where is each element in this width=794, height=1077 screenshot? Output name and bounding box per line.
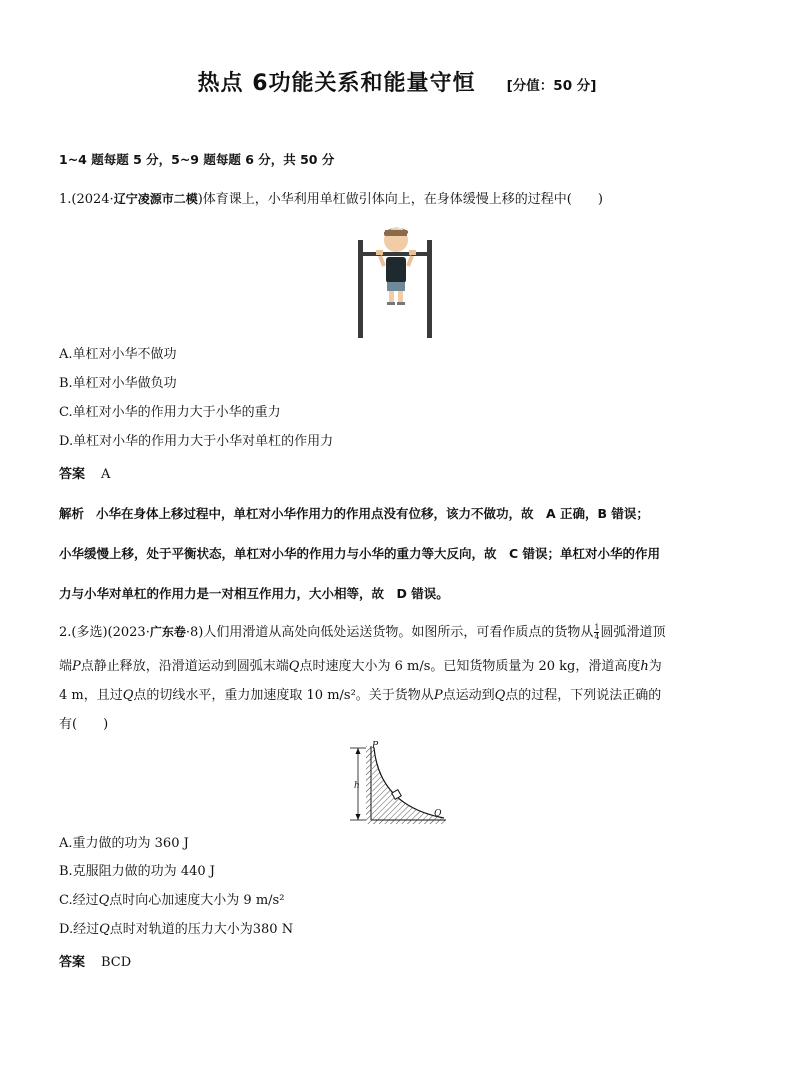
q2-stem-line-3: 4 m，且过Q点的切线水平，重力加速度取 10 m/s²。关于货物从P点运动到Q点的过程，下列说法正确的 [59, 688, 662, 703]
q2-answer-label: 答案 [59, 955, 86, 970]
q1-answer-value: A [101, 467, 111, 482]
q2-stem-line-2: 端P点静止释放，沿滑道运动到圆弧末端Q点时速度大小为 6 m/s。已知货物质量为 20 kg，滑道高度h为 [59, 659, 662, 674]
title-topic: 功能关系和能量守恒 [268, 71, 476, 96]
q2-option-b: B.克服阻力做的功为 440 J [59, 864, 215, 879]
q1-option-b: B.单杠对小华做负功 [59, 376, 177, 391]
title-score: [分值：50 分] [506, 78, 597, 94]
page-title [0, 66, 794, 97]
quarter-circle-slide-diagram [344, 740, 456, 826]
q1-analysis-line-1: 解析 小华在身体上移过程中，单杠对小华作用力的作用点没有位移，该力不做功，故 A 正确，B 错误； [59, 506, 649, 521]
q1-answer [59, 466, 110, 484]
label-h: h [354, 781, 360, 791]
q1-analysis-line-3: 力与小华对单杠的作用力是一对相互作用力，大小相等，故 D 错误。 [59, 586, 449, 601]
q2-answer [59, 954, 131, 972]
q2-option-d: D.经过Q点时对轨道的压力大小为380 N [59, 922, 294, 937]
title-topic-number: 热点 6 [197, 71, 269, 96]
q1-option-d: D.单杠对小华的作用力大于小华对单杠的作用力 [59, 434, 334, 449]
intro-scoring: 1~4 题每题 5 分，5~9 题每题 6 分，共 50 分 [59, 152, 335, 167]
q2-option-c: C.经过Q点时向心加速度大小为 9 m/s² [59, 893, 285, 908]
q1-option-c: C.单杠对小华的作用力大于小华的重力 [59, 405, 281, 420]
q1-analysis-line-2: 小华缓慢上移，处于平衡状态，单杠对小华的作用力与小华的重力等大反向，故 C 错误；单杠对小华的作用 [59, 546, 661, 561]
fraction-one-quarter: $\frac{1}{4}$ [594, 623, 600, 641]
q2-option-a: A.重力做的功为 360 J [59, 836, 189, 851]
q2-stem-line-4: 有( ) [59, 717, 109, 732]
q1-stem: 1.(2024·辽宁凌源市二模)体育课上，小华利用单杠做引体向上，在身体缓慢上移的过程中( ) [59, 192, 603, 207]
q2-stem-line-1: 2.(多选)(2023·广东卷·8)人们用滑道从高处向低处运送货物。如图所示，可看作质点的货物从 $\frac{1}{4}$ 圆弧滑道顶 [59, 623, 666, 641]
q1-option-a: A.单杠对小华不做功 [59, 347, 177, 362]
q2-answer-value: BCD [101, 955, 132, 970]
q2-source: 广东卷 [149, 625, 186, 639]
pull-up-bar-illustration [354, 222, 440, 340]
label-p: P [372, 741, 379, 751]
q1-source: 辽宁凌源市二模 [113, 192, 198, 206]
q1-answer-label: 答案 [59, 467, 86, 482]
q1-analysis-label: 解析 [59, 506, 85, 521]
label-q: Q [434, 809, 442, 819]
